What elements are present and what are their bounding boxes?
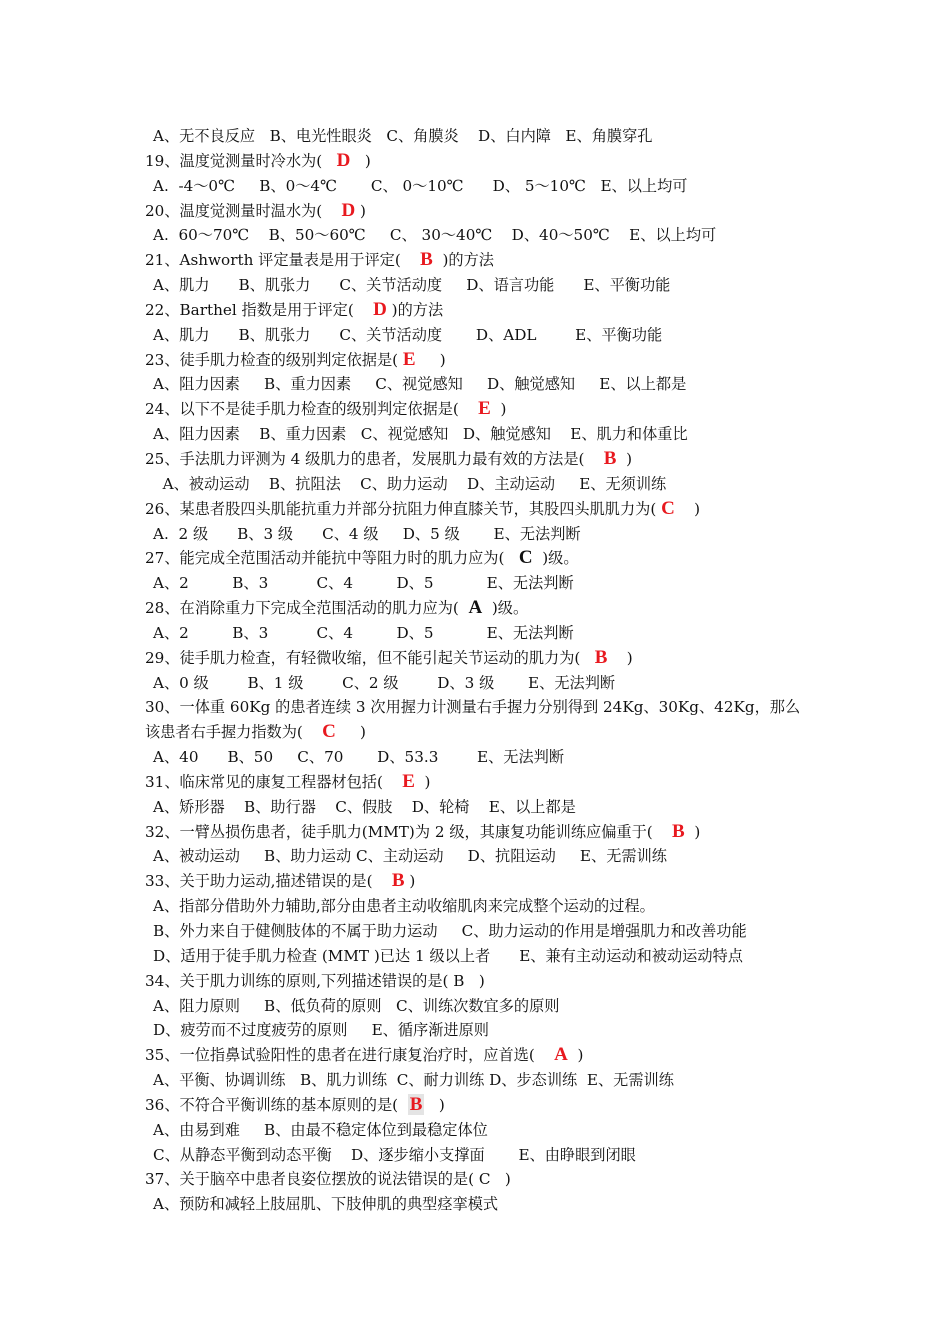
answer-key: B xyxy=(672,820,685,842)
answer-options: A、被动运动 B、抗阻法 C、助力运动 D、主动运动 E、无须训练 xyxy=(153,474,667,493)
question-tail: ) xyxy=(335,723,366,742)
question-text xyxy=(145,1043,825,1068)
answer-options: A、阻力原则 B、低负荷的原则 C、训练次数宜多的原则 xyxy=(153,996,560,1015)
answer-options: A、矫形器 B、助行器 C、假肢 D、轮椅 E、以上都是 xyxy=(153,797,576,816)
question-stem: 33、关于助力运动,描述错误的是( xyxy=(145,872,392,891)
question-stem: 31、临床常见的康复工程器材包括( xyxy=(145,772,403,791)
question-tail: ) xyxy=(607,648,633,667)
question-stem: 21、Ashworth 评定量表是用于评定( xyxy=(145,251,421,270)
answer-key: C xyxy=(322,721,336,743)
question-tail: ) xyxy=(404,872,416,891)
answer-options: A. 2 级 B、3 级 C、4 级 D、5 级 E、无法判断 xyxy=(153,524,581,543)
question-stem: 24、以下不是徒手肌力检查的级别判定依据是( xyxy=(145,400,479,419)
answer-options: A、0 级 B、1 级 C、2 级 D、3 级 E、无法判断 xyxy=(153,673,616,692)
answer-key: D xyxy=(373,298,387,320)
question-tail: ) xyxy=(415,350,446,369)
question-text xyxy=(145,447,825,472)
answer-options: C、从静态平衡到动态平衡 D、逐步缩小支撑面 E、由睁眼到闭眼 xyxy=(153,1145,636,1164)
answer-key: D xyxy=(341,199,356,221)
question-text xyxy=(145,298,825,323)
answer-options: A、被动运动 B、助力运动 C、主动运动 D、抗阻运动 E、无需训练 xyxy=(153,847,667,866)
answer-options: D、疲劳而不过度疲劳的原则 E、循序渐进原则 xyxy=(153,1021,489,1040)
question-text xyxy=(145,695,825,720)
question-tail: ) xyxy=(355,201,366,220)
question-text xyxy=(145,1093,825,1118)
question-text xyxy=(145,646,825,671)
question-tail: ) xyxy=(616,449,633,468)
question-text xyxy=(145,199,825,224)
question-stem: 32、一臂丛损伤患者，徒手肌力(MMT)为 2 级，其康复功能训练应偏重于( xyxy=(145,822,673,841)
question-text xyxy=(145,770,825,795)
question-text xyxy=(145,596,825,621)
answer-key: B xyxy=(420,249,433,271)
question-tail: ) xyxy=(567,1046,584,1065)
answer-options: D、适用于徒手肌力检查 (MMT )已达 1 级以上者 E、兼有主动运动和被动运动特点 xyxy=(153,946,743,965)
answer-options: B、外力来自于健侧肢体的不属于助力运动 C、助力运动的作用是增强肌力和改善功能 xyxy=(153,922,747,940)
question-text xyxy=(145,348,825,373)
question-tail: )的方法 xyxy=(386,300,444,319)
question-stem: 25、手法肌力评测为 4 级肌力的患者，发展肌力最有效的方法是( xyxy=(145,449,604,468)
answer-key: E xyxy=(402,348,416,370)
question-text xyxy=(145,397,825,422)
answer-options: A、阻力因素 B、重力因素 C、视觉感知 D、触觉感知 E、以上都是 xyxy=(153,375,687,394)
question-text xyxy=(145,820,825,845)
answer-key: E xyxy=(478,398,491,420)
question-stem: 该患者右手握力指数为( xyxy=(145,723,323,742)
question-stem: 26、某患者股四头肌能抗重力并部分抗阻力伸直膝关节，其股四头肌肌力为( xyxy=(145,499,662,518)
answer-options: A. 60～70℃ B、50～60℃ C、 30～40℃ D、40～50℃ E、以上均可 xyxy=(153,226,717,245)
answer-key: B xyxy=(409,1093,423,1115)
question-tail: ) xyxy=(490,400,507,419)
answer-options: A、由易到难 B、由最不稳定体位到最稳定体位 xyxy=(153,1120,488,1139)
question-stem: 28、在消除重力下完成全范围活动的肌力应为( xyxy=(145,599,469,618)
question-stem: 35、一位指鼻试验阳性的患者在进行康复治疗时，应首选( xyxy=(145,1046,555,1065)
question-text: 34、关于肌力训练的原则,下列描述错误的是( B ) xyxy=(145,971,485,990)
answer-key: C xyxy=(518,547,533,569)
answer-key: B xyxy=(603,447,617,469)
question-stem: 30、一体重 60Kg 的患者连续 3 次用握力计测量右手握力分别得到 24Kg、30Kg、42Kg，那么 xyxy=(145,698,801,717)
answer-key: E xyxy=(402,770,415,792)
answer-options: A. -4～0℃ B、0～4℃ C、 0～10℃ D、 5～10℃ E、以上均可 xyxy=(153,176,688,195)
answer-key: B xyxy=(594,646,608,668)
answer-key: C xyxy=(661,497,675,519)
question-text xyxy=(145,720,825,745)
answer-options: A、指部分借助外力辅助,部分由患者主动收缩肌肉来完成整个运动的过程。 xyxy=(153,897,655,916)
question-stem: 29、徒手肌力检查，有轻微收缩，但不能引起关节运动的肌力为( xyxy=(145,648,595,667)
question-stem: 22、Barthel 指数是用于评定( xyxy=(145,300,374,319)
question-stem: 27、能完成全范围活动并能抗中等阻力时的肌力应为( xyxy=(145,549,519,568)
question-list xyxy=(145,124,825,1217)
question-tail: ) xyxy=(350,151,371,170)
answer-options: A、肌力 B、肌张力 C、关节活动度 D、语言功能 E、平衡功能 xyxy=(153,276,671,295)
question-text: 37、关于脑卒中患者良姿位摆放的说法错误的是( C ) xyxy=(145,1170,511,1189)
question-tail: ) xyxy=(414,772,431,791)
question-stem: 20、温度觉测量时温水为( xyxy=(145,201,342,220)
answer-options: A、40 B、50 C、70 D、53.3 E、无法判断 xyxy=(153,748,565,767)
answer-options: A、平衡、协调训练 B、肌力训练 C、耐力训练 D、步态训练 E、无需训练 xyxy=(153,1071,674,1090)
answer-options: A、预防和减轻上肢屈肌、下肢伸肌的典型痉挛模式 xyxy=(153,1195,499,1214)
question-tail: )级。 xyxy=(532,549,579,568)
answer-options: A、阻力因素 B、重力因素 C、视觉感知 D、触觉感知 E、肌力和体重比 xyxy=(153,425,688,444)
answer-options: A、肌力 B、肌张力 C、关节活动度 D、ADL E、平衡功能 xyxy=(153,325,663,344)
answer-key: A xyxy=(468,597,483,619)
question-stem: 23、徒手肌力检查的级别判定依据是( xyxy=(145,350,403,369)
question-tail: ) xyxy=(684,822,701,841)
question-text xyxy=(145,149,825,174)
answer-options: A、2 B、3 C、4 D、5 E、无法判断 xyxy=(153,623,574,642)
answer-key: B xyxy=(391,870,405,892)
question-text xyxy=(145,869,825,894)
answer-options: A、无不良反应 B、电光性眼炎 C、角膜炎 D、白内障 E、角膜穿孔 xyxy=(153,127,653,145)
answer-key: D xyxy=(336,149,351,171)
answer-options: A、2 B、3 C、4 D、5 E、无法判断 xyxy=(153,574,574,593)
question-tail: ) xyxy=(674,499,701,518)
question-text xyxy=(145,497,825,522)
question-tail: )的方法 xyxy=(432,251,494,270)
question-text xyxy=(145,248,825,273)
answer-key: A xyxy=(554,1044,568,1066)
question-tail: ) xyxy=(424,1095,445,1114)
question-stem: 19、温度觉测量时冷水为( xyxy=(145,151,337,170)
question-tail: )级。 xyxy=(482,599,529,618)
question-text xyxy=(145,546,825,571)
question-stem: 36、不符合平衡训练的基本原则的是( xyxy=(145,1095,408,1114)
